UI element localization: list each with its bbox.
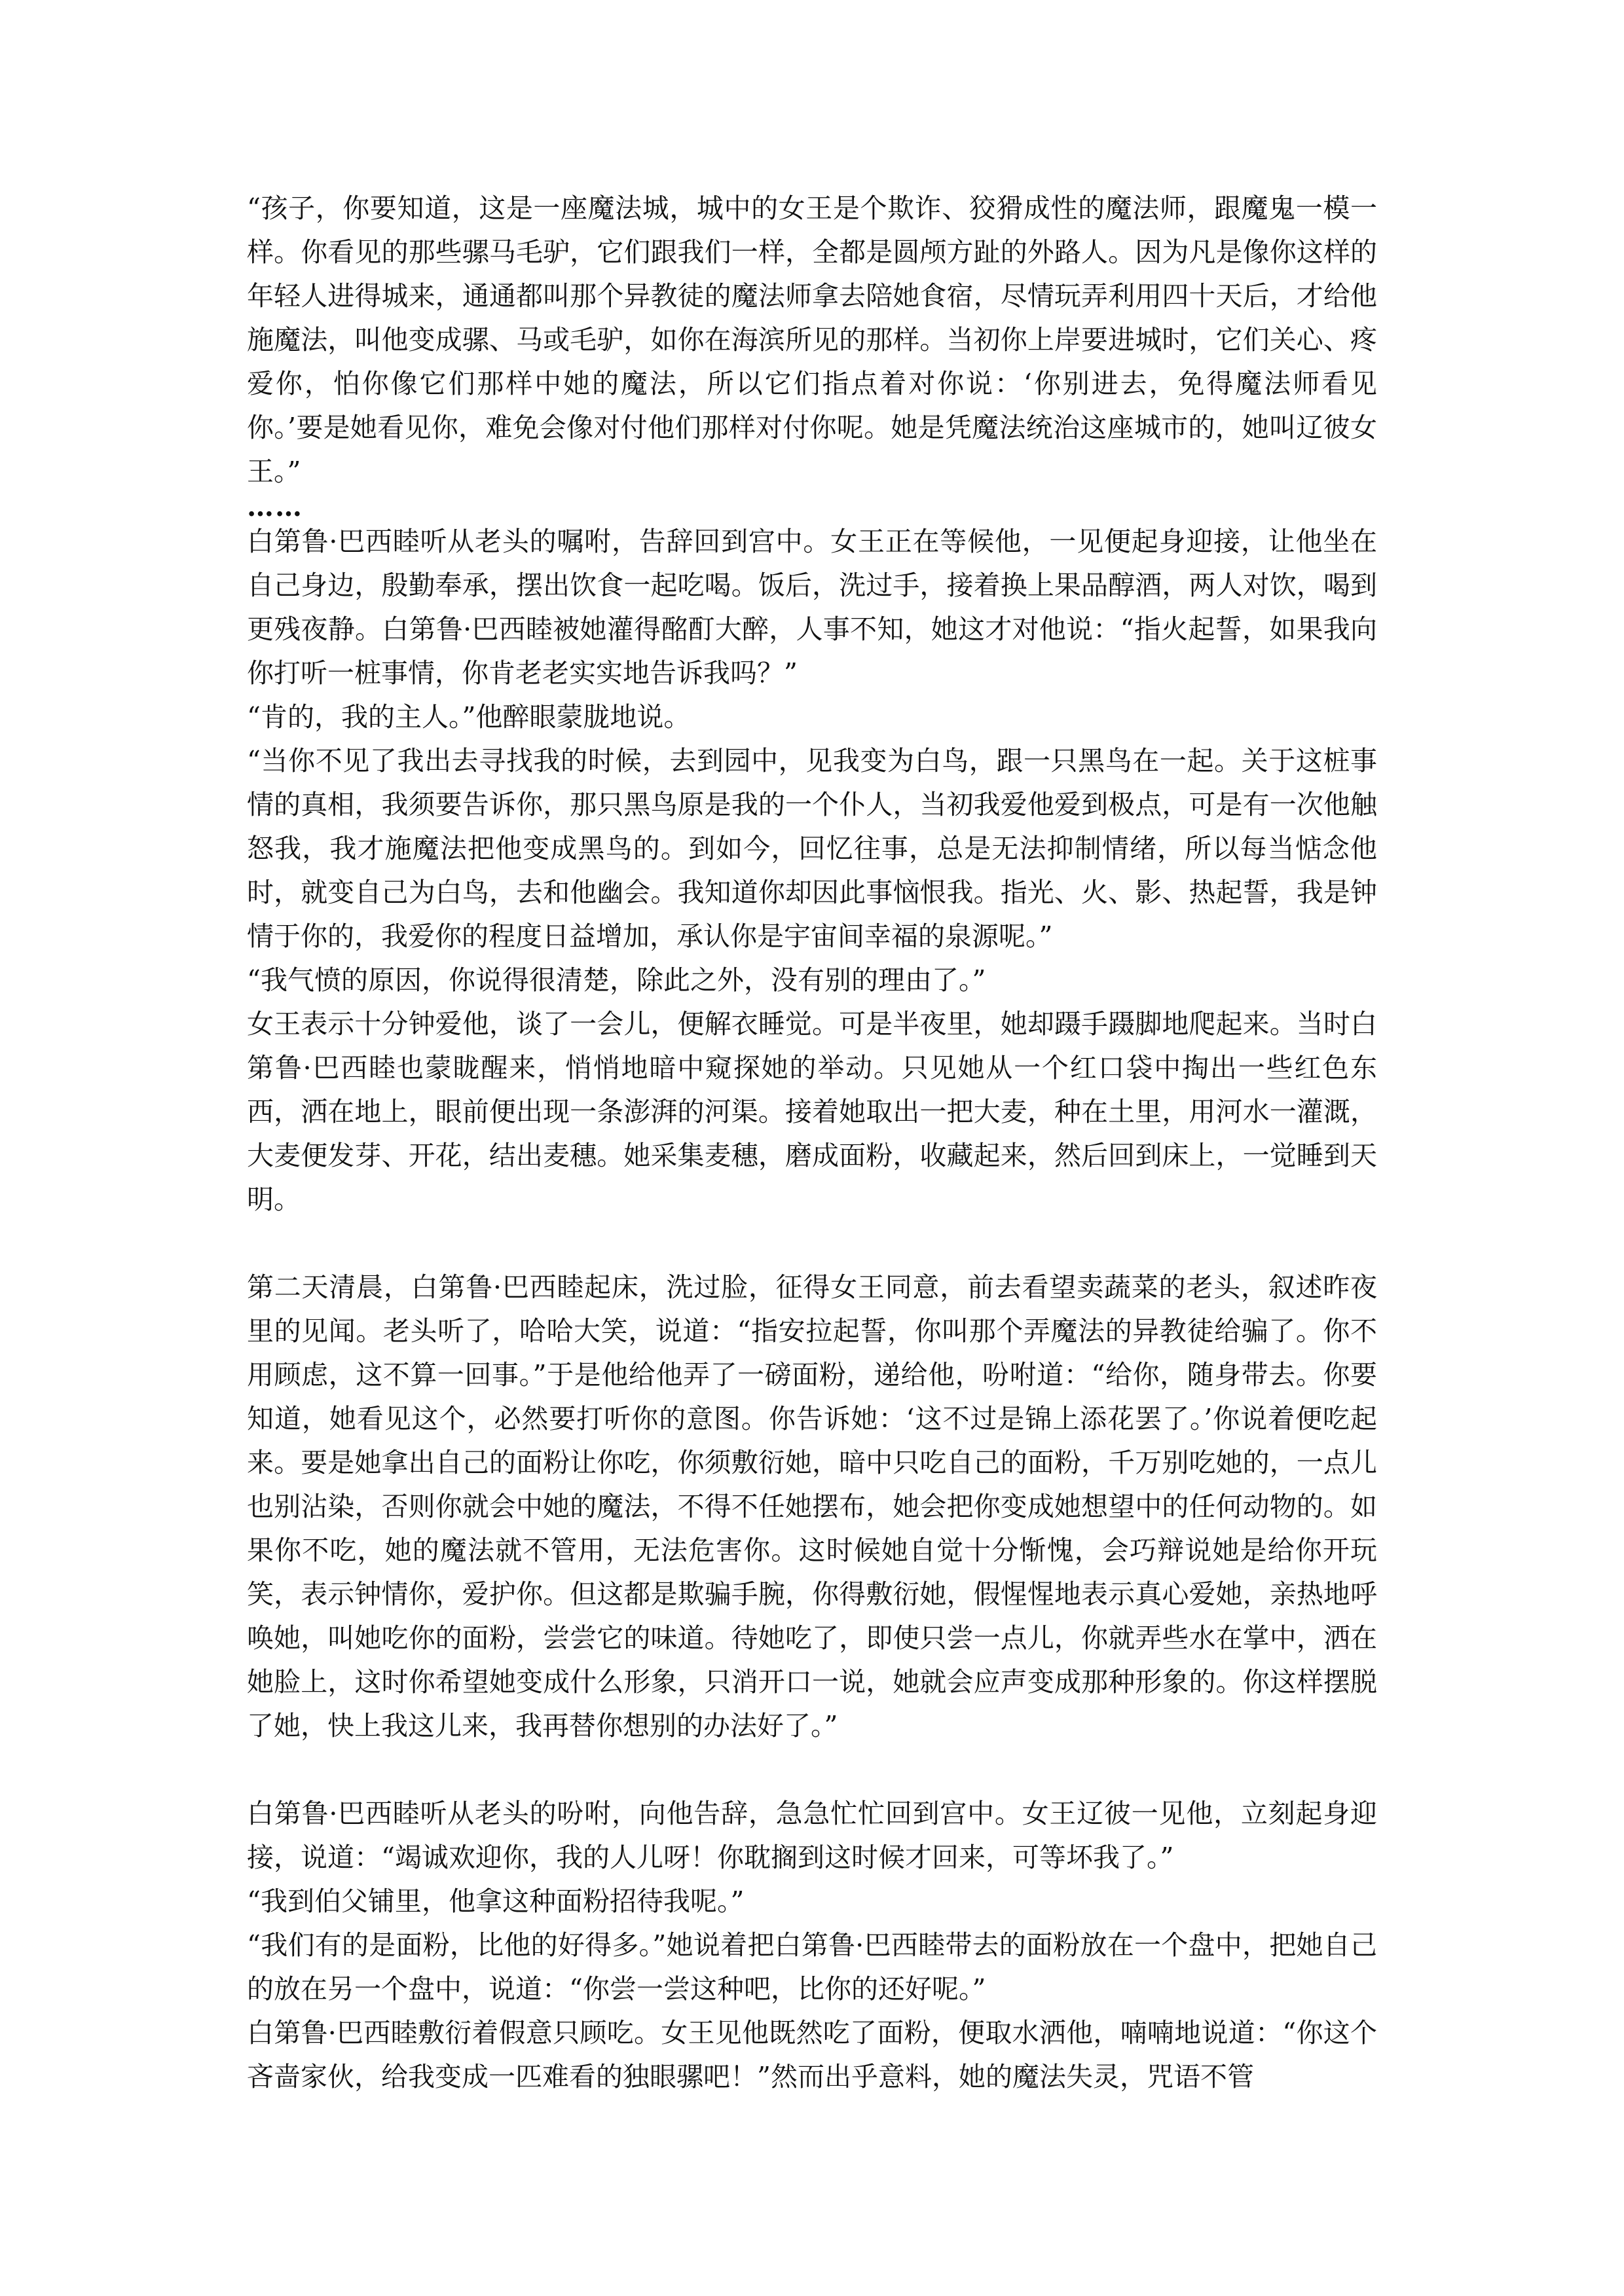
- paragraph-queen-flour: “我们有的是面粉，比他的好得多。”她说着把白第鲁·巴西睦带去的面粉放在一个盘中，把她自己的放在另一个盘中，说道：“你尝一尝这种吧，比你的还好呢。”: [247, 1929, 1377, 2005]
- paragraph-return-to-palace: 白第鲁·巴西睦听从老头的嘱咐，告辞回到宫中。女王正在等候他，一见便起身迎接，让他坐在自己身边，殷勤奉承，摆出饮食一起吃喝。饭后，洗过手，接着换上果品醇酒，两人对饮，喝到更残夜静。白第鲁·巴西睦被她灌得酩酊大醉，人事不知，她这才对他说：“指火起誓，如果我向你打听一桩事情，你肯老老实实地告诉我吗？”: [247, 526, 1377, 689]
- paragraph-gap: [247, 1222, 1377, 1266]
- document-page: [247, 187, 1377, 2099]
- ellipsis: ……: [247, 491, 303, 522]
- paragraph-uncle-flour: “我到伯父铺里，他拿这种面粉招待我呢。”: [247, 1886, 745, 1917]
- paragraph-next-morning: 第二天清晨，白第鲁·巴西睦起床，洗过脸，征得女王同意，前去看望卖蔬菜的老头，叙述昨夜里的见闻。老头听了，哈哈大笑，说道：“指安拉起誓，你叫那个弄魔法的异教徒给骗了。你不用顾虑，这不算一回事。”于是他给他弄了一磅面粉，递给他，吩咐道：“给你，随身带去。你要知道，她看见这个，必然要打听你的意图。你告诉她：‘这不过是锦上添花罢了。’你说着便吃起来。要是她拿出自己的面粉让你吃，你须敷衍她，暗中只吃自己的面粉，千万别吃她的，一点儿也别沾染，否则你就会中她的魔法，不得不任她摆布，她会把你变成她想望中的任何动物的。如果你不吃，她的魔法就不管用，无法危害你。这时候她自觉十分惭愧，会巧辩说她是给你开玩笑，表示钟情你，爱护你。但这都是欺骗手腕，你得敷衍她，假惺惺地表示真心爱她，亲热地呼唤她，叫她吃你的面粉，尝尝它的味道。待她吃了，即使只尝一点儿，你就弄些水在掌中，洒在她脸上，这时你希望她变成什么形象，只消开口一说，她就会应声变成那种形象的。你这样摆脱了她，快上我这儿来，我再替你想别的办法好了。”: [247, 1271, 1377, 1741]
- paragraph-reason-angry: “我气愤的原因，你说得很清楚，除此之外，没有别的理由了。”: [247, 964, 986, 996]
- paragraph-queen-confession: “当你不见了我出去寻找我的时候，去到园中，见我变为白鸟，跟一只黑鸟在一起。关于这桩事情的真相，我须要告诉你，那只黑鸟原是我的一个仆人，当初我爱他爱到极点，可是有一次他触怒我，我才施魔法把他变成黑鸟的。到如今，回忆往事，总是无法抑制情绪，所以每当惦念他时，就变自己为白鸟，去和他幽会。我知道你却因此事恼恨我。指光、火、影、热起誓，我是钟情于你的，我爱你的程度日益增加，承认你是宇宙间幸福的泉源呢。”: [247, 745, 1377, 952]
- paragraph-magic-fails: 白第鲁·巴西睦敷衍着假意只顾吃。女王见他既然吃了面粉，便取水洒他，喃喃地说道：“你这个吝啬家伙，给我变成一匹难看的独眼骡吧！”然而出乎意料，她的魔法失灵，咒语不管: [247, 2017, 1377, 2092]
- paragraph-reply-yes: “肯的，我的主人。”他醉眼蒙胧地说。: [247, 701, 691, 733]
- paragraph-night-magic: 女王表示十分钟爱他，谈了一会儿，便解衣睡觉。可是半夜里，她却蹑手蹑脚地爬起来。当时白第鲁·巴西睦也蒙眬醒来，悄悄地暗中窥探她的举动。只见她从一个红口袋中掏出一些红色东西，洒在地上，眼前便出现一条澎湃的河渠。接着她取出一把大麦，种在土里，用河水一灌溉，大麦便发芽、开花，结出麦穗。她采集麦穗，磨成面粉，收藏起来，然后回到床上，一觉睡到天明。: [247, 1008, 1377, 1215]
- paragraph-back-to-palace: 白第鲁·巴西睦听从老头的吩咐，向他告辞，急急忙忙回到宫中。女王辽彼一见他，立刻起身迎接，说道：“竭诚欢迎你，我的人儿呀！你耽搁到这时候才回来，可等坏我了。”: [247, 1798, 1377, 1873]
- paragraph-gap: [247, 1748, 1377, 1792]
- paragraph-city-warning: “孩子，你要知道，这是一座魔法城，城中的女王是个欺诈、狡猾成性的魔法师，跟魔鬼一模一样。你看见的那些骡马毛驴，它们跟我们一样，全都是圆颅方趾的外路人。因为凡是像你这样的年轻人进得城来，通通都叫那个异教徒的魔法师拿去陪她食宿，尽情玩弄利用四十天后，才给他施魔法，叫他变成骡、马或毛驴，如你在海滨所见的那样。当初你上岸要进城时，它们关心、疼爱你，怕你像它们那样中她的魔法，所以它们指点着对你说：‘你别进去，免得魔法师看见你。’要是她看见你，难免会像对付他们那样对付你呢。她是凭魔法统治这座城市的，她叫辽彼女王。”: [247, 192, 1377, 487]
